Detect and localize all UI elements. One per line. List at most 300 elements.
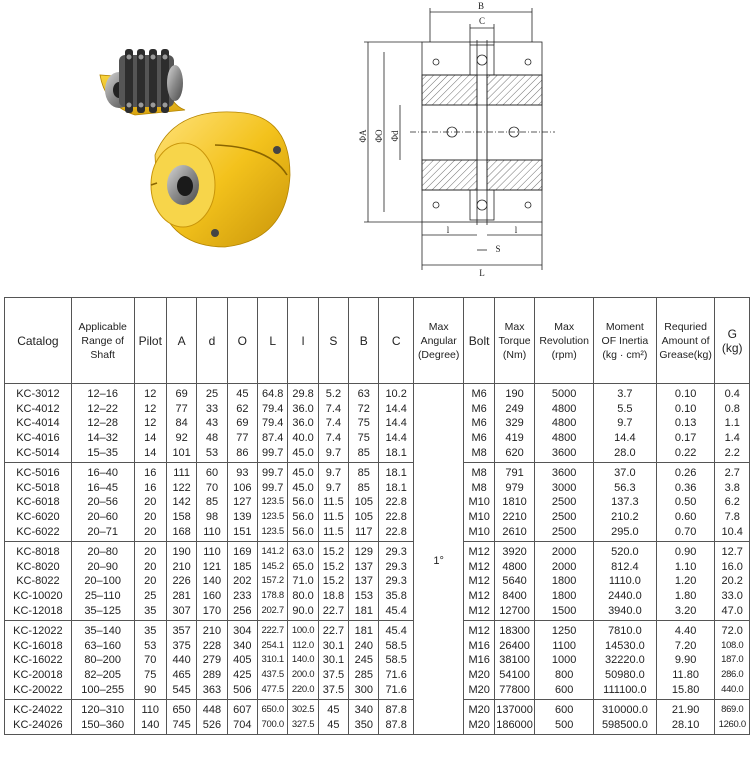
cell-grease: 3.20 — [656, 603, 715, 620]
cell-G: 187.0 — [715, 653, 750, 668]
cell-catalog: KC-16018 — [5, 639, 72, 654]
cell-revolution: 5000 — [535, 384, 594, 402]
cell-catalog: KC-5016 — [5, 462, 72, 480]
cell-d: 110 — [197, 541, 227, 559]
col-header-S — [318, 298, 348, 384]
col-header-line: Shaft — [90, 348, 115, 361]
cell-B: 105 — [349, 495, 379, 510]
cell-torque: 38100 — [494, 653, 534, 668]
cell-torque: 979 — [494, 481, 534, 496]
cell-B: 85 — [349, 481, 379, 496]
col-header-G — [715, 298, 750, 384]
cell-A: 440 — [166, 653, 196, 668]
cell-torque: 3920 — [494, 541, 534, 559]
cell-O: 425 — [227, 668, 257, 683]
cell-shaft: 82–205 — [71, 668, 134, 683]
cell-B: 350 — [349, 717, 379, 734]
cell-bolt: M12 — [464, 589, 494, 604]
cell-A: 745 — [166, 717, 196, 734]
cell-d: 25 — [197, 384, 227, 402]
cell-G: 72.0 — [715, 620, 750, 638]
cell-revolution: 1000 — [535, 653, 594, 668]
cell-l: 200.0 — [288, 668, 318, 683]
cell-G: 286.0 — [715, 668, 750, 683]
col-header-d — [197, 298, 227, 384]
cell-grease: 1.10 — [656, 560, 715, 575]
cell-inertia: 310000.0 — [594, 699, 657, 717]
cell-torque: 26400 — [494, 639, 534, 654]
col-header-line: d — [208, 333, 216, 348]
cell-shaft: 12–16 — [71, 384, 134, 402]
cell-B: 85 — [349, 445, 379, 462]
cell-C: 18.1 — [379, 481, 413, 496]
cell-inertia: 210.2 — [594, 510, 657, 525]
cell-O: 106 — [227, 481, 257, 496]
cell-shaft: 16–45 — [71, 481, 134, 496]
cell-O: 340 — [227, 639, 257, 654]
dim-phiA-label: ΦA — [358, 129, 368, 143]
cell-shaft: 16–40 — [71, 462, 134, 480]
cell-torque: 249 — [494, 402, 534, 417]
cell-C: 35.8 — [379, 589, 413, 604]
cell-B: 240 — [349, 639, 379, 654]
cell-G: 108.0 — [715, 639, 750, 654]
cell-grease: 0.17 — [656, 431, 715, 446]
cell-C: 45.4 — [379, 603, 413, 620]
cell-torque: 137000 — [494, 699, 534, 717]
cell-l: 112.0 — [288, 639, 318, 654]
cell-pilot: 140 — [134, 717, 166, 734]
cell-inertia: 3940.0 — [594, 603, 657, 620]
cell-B: 181 — [349, 603, 379, 620]
cell-bolt: M10 — [464, 495, 494, 510]
cell-G: 3.8 — [715, 481, 750, 496]
cell-shaft: 20–60 — [71, 510, 134, 525]
cell-G: 6.2 — [715, 495, 750, 510]
cell-grease: 7.20 — [656, 639, 715, 654]
col-header-line: (kg · cm²) — [602, 348, 648, 361]
cell-L: 700.0 — [258, 717, 288, 734]
cell-l: 71.0 — [288, 574, 318, 589]
cell-revolution: 500 — [535, 717, 594, 734]
cell-bolt: M16 — [464, 653, 494, 668]
cell-B: 137 — [349, 560, 379, 575]
cell-revolution: 2000 — [535, 560, 594, 575]
cell-L: 222.7 — [258, 620, 288, 638]
cell-grease: 0.36 — [656, 481, 715, 496]
cell-C: 18.1 — [379, 445, 413, 462]
cell-pilot: 14 — [134, 431, 166, 446]
cell-pilot: 20 — [134, 560, 166, 575]
cell-inertia: 32220.0 — [594, 653, 657, 668]
cell-grease: 0.90 — [656, 541, 715, 559]
cell-torque: 5640 — [494, 574, 534, 589]
cell-L: 310.1 — [258, 653, 288, 668]
cell-pilot: 20 — [134, 541, 166, 559]
cell-shaft: 35–140 — [71, 620, 134, 638]
cell-S: 9.7 — [318, 462, 348, 480]
cell-A: 357 — [166, 620, 196, 638]
cell-A: 142 — [166, 495, 196, 510]
cell-pilot: 35 — [134, 603, 166, 620]
cell-G: 2.7 — [715, 462, 750, 480]
cell-l: 63.0 — [288, 541, 318, 559]
cell-l: 327.5 — [288, 717, 318, 734]
cell-grease: 11.80 — [656, 668, 715, 683]
cell-pilot: 35 — [134, 620, 166, 638]
cell-S: 15.2 — [318, 560, 348, 575]
cell-S: 7.4 — [318, 431, 348, 446]
cell-B: 129 — [349, 541, 379, 559]
cell-L: 123.5 — [258, 524, 288, 541]
cell-L: 254.1 — [258, 639, 288, 654]
cell-B: 72 — [349, 402, 379, 417]
cell-G: 2.2 — [715, 445, 750, 462]
cell-C: 71.6 — [379, 682, 413, 699]
table-row — [5, 495, 750, 510]
cell-C: 87.8 — [379, 699, 413, 717]
cell-pilot: 14 — [134, 445, 166, 462]
cell-bolt: M16 — [464, 639, 494, 654]
cell-catalog: KC-8022 — [5, 574, 72, 589]
cell-S: 9.7 — [318, 445, 348, 462]
cell-bolt: M20 — [464, 717, 494, 734]
cell-inertia: 5.5 — [594, 402, 657, 417]
cell-pilot: 53 — [134, 639, 166, 654]
cell-catalog: KC-20022 — [5, 682, 72, 699]
cell-grease: 21.90 — [656, 699, 715, 717]
cell-revolution: 2500 — [535, 510, 594, 525]
cell-d: 121 — [197, 560, 227, 575]
cell-shaft: 150–360 — [71, 717, 134, 734]
cell-catalog: KC-12018 — [5, 603, 72, 620]
cell-catalog: KC-8020 — [5, 560, 72, 575]
cell-d: 160 — [197, 589, 227, 604]
cell-L: 99.7 — [258, 462, 288, 480]
cell-L: 650.0 — [258, 699, 288, 717]
cell-l: 56.0 — [288, 495, 318, 510]
table-row — [5, 668, 750, 683]
cell-pilot: 12 — [134, 384, 166, 402]
table-row — [5, 620, 750, 638]
col-header-line: Revolution — [539, 334, 589, 347]
cell-bolt: M20 — [464, 699, 494, 717]
spec-table — [4, 297, 750, 735]
cell-L: 437.5 — [258, 668, 288, 683]
cell-L: 202.7 — [258, 603, 288, 620]
cell-O: 185 — [227, 560, 257, 575]
cell-B: 85 — [349, 462, 379, 480]
col-header-line: (Nm) — [502, 348, 527, 361]
cell-A: 465 — [166, 668, 196, 683]
cell-L: 123.5 — [258, 510, 288, 525]
cell-inertia: 14.4 — [594, 431, 657, 446]
cell-l: 36.0 — [288, 416, 318, 431]
dim-L-label: L — [479, 268, 485, 278]
cell-bolt: M12 — [464, 541, 494, 559]
dim-C-label: C — [478, 16, 486, 26]
col-header-bolt — [464, 298, 494, 384]
cell-S: 18.8 — [318, 589, 348, 604]
cell-revolution: 2500 — [535, 495, 594, 510]
cell-shaft: 120–310 — [71, 699, 134, 717]
col-header-catalog — [5, 298, 72, 384]
cell-inertia: 37.0 — [594, 462, 657, 480]
cell-l: 36.0 — [288, 402, 318, 417]
cell-grease: 1.80 — [656, 589, 715, 604]
cell-pilot: 70 — [134, 653, 166, 668]
closed-coupling-image — [151, 112, 290, 247]
table-row — [5, 431, 750, 446]
cell-O: 151 — [227, 524, 257, 541]
cell-bolt: M20 — [464, 682, 494, 699]
col-header-line: Bolt — [468, 333, 490, 348]
cell-pilot: 16 — [134, 462, 166, 480]
col-header-line: Pilot — [138, 333, 162, 348]
cell-revolution: 600 — [535, 699, 594, 717]
cell-torque: 4800 — [494, 560, 534, 575]
col-header-line: Max — [504, 320, 525, 333]
cell-B: 117 — [349, 524, 379, 541]
cell-grease: 0.10 — [656, 384, 715, 402]
cell-inertia: 9.7 — [594, 416, 657, 431]
cell-inertia: 137.3 — [594, 495, 657, 510]
cell-torque: 54100 — [494, 668, 534, 683]
cell-revolution: 3600 — [535, 462, 594, 480]
cell-grease: 4.40 — [656, 620, 715, 638]
cell-torque: 791 — [494, 462, 534, 480]
dim-S-label: S — [495, 244, 501, 254]
cell-S: 37.5 — [318, 668, 348, 683]
cell-C: 22.8 — [379, 510, 413, 525]
cell-S: 9.7 — [318, 481, 348, 496]
cell-C: 87.8 — [379, 717, 413, 734]
cell-d: 279 — [197, 653, 227, 668]
col-header-line: O — [237, 333, 247, 348]
col-header-inertia — [594, 298, 657, 384]
cell-S: 30.1 — [318, 653, 348, 668]
cell-catalog: KC-3012 — [5, 384, 72, 402]
col-header-line: Grease(kg) — [659, 348, 712, 361]
col-header-line: Max — [554, 320, 575, 333]
dim-phid-label: Φd — [390, 130, 400, 142]
cell-S: 7.4 — [318, 416, 348, 431]
cell-G: 1260.0 — [715, 717, 750, 734]
cell-bolt: M8 — [464, 462, 494, 480]
cell-O: 127 — [227, 495, 257, 510]
cell-l: 56.0 — [288, 524, 318, 541]
cell-shaft: 100–255 — [71, 682, 134, 699]
cell-grease: 0.22 — [656, 445, 715, 462]
cell-A: 122 — [166, 481, 196, 496]
cell-inertia: 2440.0 — [594, 589, 657, 604]
cell-L: 123.5 — [258, 495, 288, 510]
cell-d: 363 — [197, 682, 227, 699]
table-row — [5, 589, 750, 604]
col-header-line: G — [727, 326, 737, 341]
cell-G: 16.0 — [715, 560, 750, 575]
cell-C: 29.3 — [379, 541, 413, 559]
cell-S: 30.1 — [318, 639, 348, 654]
cell-d: 85 — [197, 495, 227, 510]
cell-d: 289 — [197, 668, 227, 683]
cell-C: 18.1 — [379, 462, 413, 480]
cell-d: 210 — [197, 620, 227, 638]
cell-d: 98 — [197, 510, 227, 525]
cell-C: 45.4 — [379, 620, 413, 638]
cell-A: 101 — [166, 445, 196, 462]
table-row — [5, 541, 750, 559]
cell-bolt: M6 — [464, 384, 494, 402]
cell-G: 1.1 — [715, 416, 750, 431]
cell-B: 105 — [349, 510, 379, 525]
cell-S: 45 — [318, 717, 348, 734]
table-row — [5, 560, 750, 575]
cell-shaft: 20–71 — [71, 524, 134, 541]
col-header-pilot — [134, 298, 166, 384]
col-header-line: OF Inertia — [601, 334, 649, 347]
cell-B: 340 — [349, 699, 379, 717]
cell-revolution: 1800 — [535, 574, 594, 589]
cell-L: 87.4 — [258, 431, 288, 446]
cell-grease: 9.90 — [656, 653, 715, 668]
cell-G: 440.0 — [715, 682, 750, 699]
cell-revolution: 800 — [535, 668, 594, 683]
cell-torque: 8400 — [494, 589, 534, 604]
cell-C: 14.4 — [379, 431, 413, 446]
cell-B: 245 — [349, 653, 379, 668]
cell-bolt: M6 — [464, 402, 494, 417]
cell-l: 45.0 — [288, 445, 318, 462]
cell-A: 307 — [166, 603, 196, 620]
cell-A: 375 — [166, 639, 196, 654]
cell-torque: 2610 — [494, 524, 534, 541]
cell-A: 158 — [166, 510, 196, 525]
cell-C: 29.3 — [379, 560, 413, 575]
cell-S: 7.4 — [318, 402, 348, 417]
cell-inertia: 7810.0 — [594, 620, 657, 638]
cell-O: 139 — [227, 510, 257, 525]
cell-revolution: 1250 — [535, 620, 594, 638]
cell-pilot: 90 — [134, 682, 166, 699]
cell-inertia: 50980.0 — [594, 668, 657, 683]
table-row — [5, 653, 750, 668]
col-header-revolution — [535, 298, 594, 384]
cell-l: 29.8 — [288, 384, 318, 402]
cell-S: 22.7 — [318, 603, 348, 620]
table-row — [5, 402, 750, 417]
cell-G: 10.4 — [715, 524, 750, 541]
cell-O: 169 — [227, 541, 257, 559]
cell-A: 226 — [166, 574, 196, 589]
table-row — [5, 574, 750, 589]
cell-L: 99.7 — [258, 481, 288, 496]
cell-d: 110 — [197, 524, 227, 541]
table-row — [5, 384, 750, 402]
cell-O: 202 — [227, 574, 257, 589]
cell-B: 153 — [349, 589, 379, 604]
table-row — [5, 639, 750, 654]
cell-shaft: 14–32 — [71, 431, 134, 446]
cell-O: 704 — [227, 717, 257, 734]
cell-S: 37.5 — [318, 682, 348, 699]
cell-torque: 18300 — [494, 620, 534, 638]
cell-S: 45 — [318, 699, 348, 717]
col-header-line: Amount of — [661, 334, 710, 347]
cell-shaft: 20–90 — [71, 560, 134, 575]
cell-torque: 77800 — [494, 682, 534, 699]
cell-L: 79.4 — [258, 416, 288, 431]
cell-bolt: M6 — [464, 416, 494, 431]
cell-B: 63 — [349, 384, 379, 402]
cell-grease: 0.26 — [656, 462, 715, 480]
cell-l: 65.0 — [288, 560, 318, 575]
cell-torque: 186000 — [494, 717, 534, 734]
cell-pilot: 20 — [134, 495, 166, 510]
table-row — [5, 462, 750, 480]
cell-B: 75 — [349, 431, 379, 446]
cell-grease: 0.10 — [656, 402, 715, 417]
cell-G: 0.8 — [715, 402, 750, 417]
cell-shaft: 20–80 — [71, 541, 134, 559]
cell-A: 84 — [166, 416, 196, 431]
cell-d: 53 — [197, 445, 227, 462]
cell-inertia: 3.7 — [594, 384, 657, 402]
table-row — [5, 416, 750, 431]
cell-shaft: 63–160 — [71, 639, 134, 654]
cell-revolution: 600 — [535, 682, 594, 699]
cell-S: 11.5 — [318, 495, 348, 510]
cell-C: 29.3 — [379, 574, 413, 589]
cell-d: 33 — [197, 402, 227, 417]
cell-shaft: 35–125 — [71, 603, 134, 620]
cell-torque: 329 — [494, 416, 534, 431]
cell-bolt: M12 — [464, 574, 494, 589]
dim-B-label: B — [477, 1, 485, 11]
cell-L: 157.2 — [258, 574, 288, 589]
cell-shaft: 12–28 — [71, 416, 134, 431]
cell-d: 48 — [197, 431, 227, 446]
cell-torque: 419 — [494, 431, 534, 446]
cell-C: 58.5 — [379, 653, 413, 668]
cell-inertia: 295.0 — [594, 524, 657, 541]
cell-S: 15.2 — [318, 574, 348, 589]
col-header-l — [288, 298, 318, 384]
cell-L: 141.2 — [258, 541, 288, 559]
cell-shaft: 80–200 — [71, 653, 134, 668]
col-header-grease — [656, 298, 715, 384]
cell-l: 140.0 — [288, 653, 318, 668]
cell-l: 80.0 — [288, 589, 318, 604]
col-header-B — [349, 298, 379, 384]
cell-pilot: 20 — [134, 574, 166, 589]
col-header-line: Angular — [420, 334, 457, 347]
cell-torque: 2210 — [494, 510, 534, 525]
cell-bolt: M20 — [464, 668, 494, 683]
cell-catalog: KC-10020 — [5, 589, 72, 604]
cell-L: 145.2 — [258, 560, 288, 575]
cell-l: 100.0 — [288, 620, 318, 638]
cell-catalog: KC-24022 — [5, 699, 72, 717]
table-body — [5, 384, 750, 735]
cell-torque: 620 — [494, 445, 534, 462]
col-header-A — [166, 298, 196, 384]
col-header-line: A — [177, 333, 186, 348]
cell-revolution: 4800 — [535, 416, 594, 431]
cell-l: 220.0 — [288, 682, 318, 699]
cell-bolt: M8 — [464, 445, 494, 462]
cell-grease: 0.70 — [656, 524, 715, 541]
